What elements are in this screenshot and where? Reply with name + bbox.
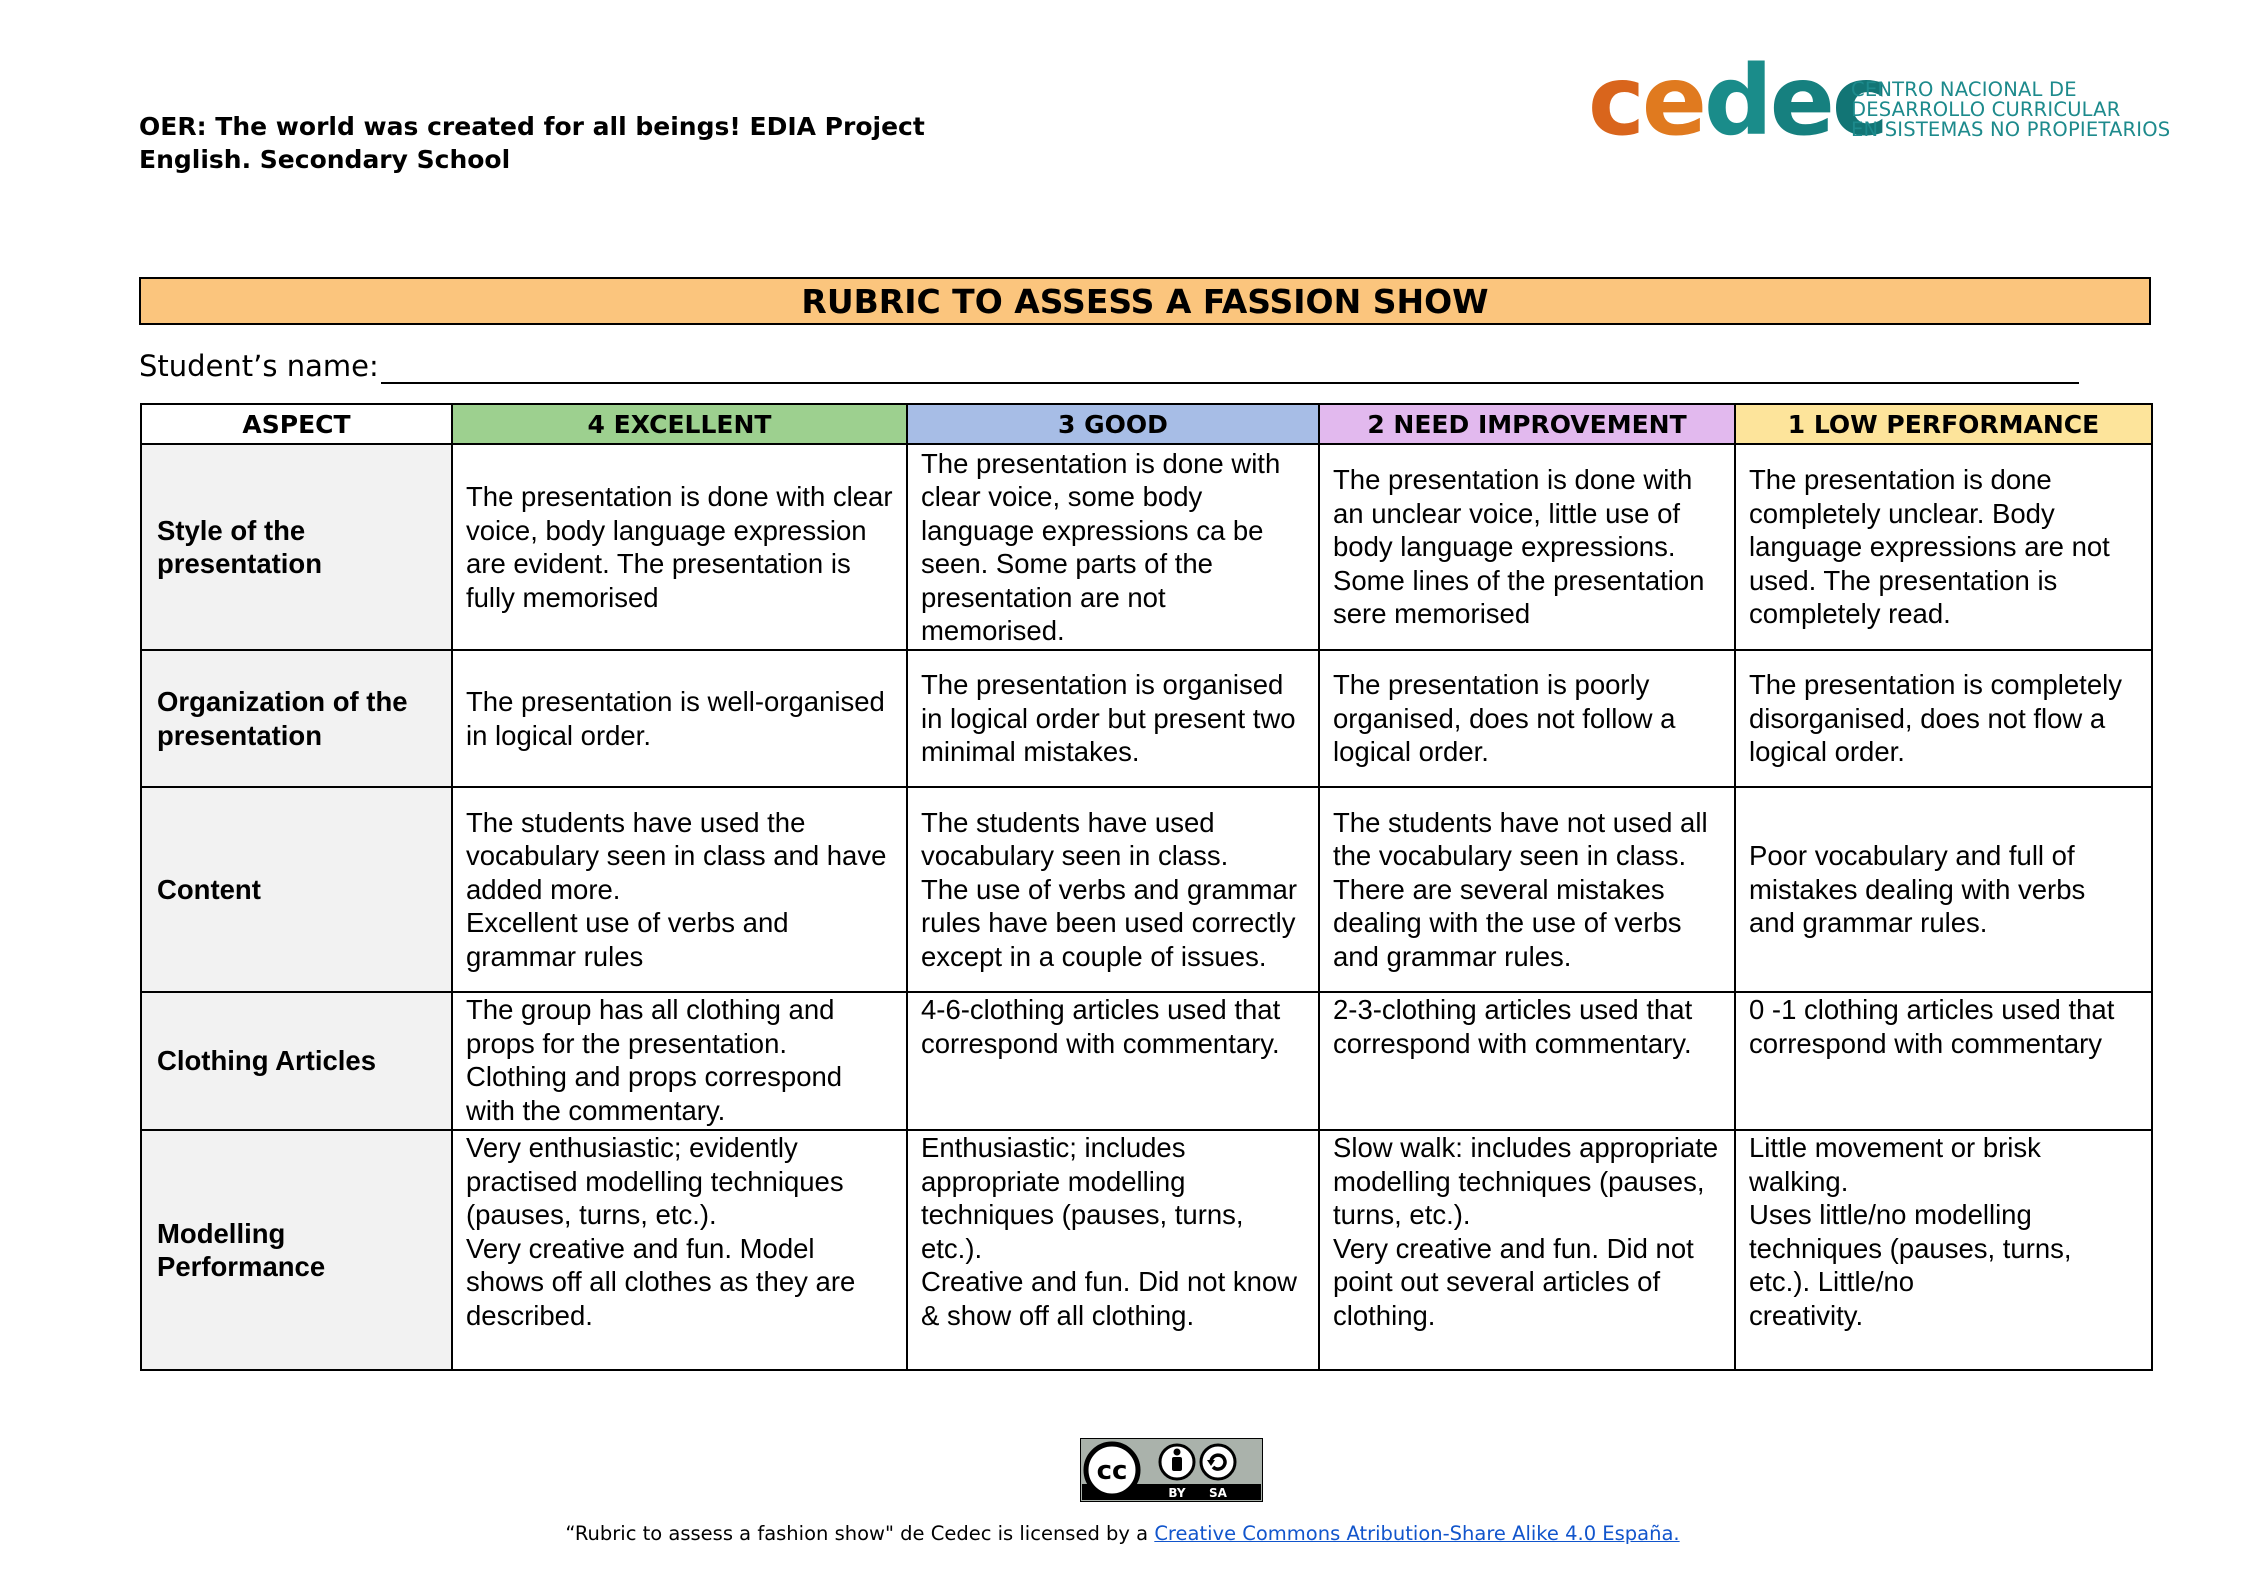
cedec-wordmark — [1588, 46, 1886, 156]
header-excellent: 4 EXCELLENT — [452, 404, 907, 444]
logo-sub-line: EN SISTEMAS NO PROPIETARIOS — [1851, 118, 2171, 141]
criteria-cell: The presentation is poorly organised, does not follow a logical order. — [1319, 650, 1735, 787]
license-text: “Rubric to assess a fashion show" de Cedec is licensed by a — [565, 1522, 1155, 1545]
rubric-title: RUBRIC TO ASSESS A FASSION SHOW — [139, 277, 2151, 325]
criteria-cell: The presentation is done with clear voice, some body language expressions ca be seen. Some parts of the presentation are not memorised. — [907, 444, 1319, 650]
criteria-cell: The presentation is done with clear voice, body language expression are evident. The presentation is fully memorised — [452, 444, 907, 650]
criteria-cell: The group has all clothing and props for the presentation. Clothing and props correspond with the commentary. — [452, 992, 907, 1130]
criteria-cell: 0 -1 clothing articles used that correspond with commentary — [1735, 992, 2152, 1130]
header-good: 3 GOOD — [907, 404, 1319, 444]
table-row — [141, 444, 2152, 650]
aspect-cell: Modelling Performance — [141, 1130, 452, 1370]
logo-letter: d — [1704, 45, 1770, 157]
table-row — [141, 787, 2152, 992]
header-project-line: OER: The world was created for all beings! EDIA Project — [139, 112, 925, 141]
by-label: BY — [1168, 1486, 1186, 1500]
student-name-row — [139, 348, 2079, 384]
logo-letter: e — [1641, 45, 1705, 157]
criteria-cell: Little movement or brisk walking. Uses little/no modelling techniques (pauses, turns, etc.). Little/no creativity. — [1735, 1130, 2152, 1370]
criteria-cell: The students have used vocabulary seen in class. The use of verbs and grammar rules have been used correctly except in a couple of issues. — [907, 787, 1319, 992]
license-footer — [0, 1522, 2245, 1545]
table-row — [141, 650, 2152, 787]
cedec-subtitle — [1851, 80, 2170, 140]
criteria-cell: Enthusiastic; includes appropriate modelling techniques (pauses, turns, etc.). Creative and fun. Did not know & show off all clothing. — [907, 1130, 1319, 1370]
sa-share-icon — [1201, 1445, 1235, 1479]
logo-sub-line: CENTRO NACIONAL DE — [1851, 78, 2077, 101]
table-row — [141, 992, 2152, 1130]
cc-letters: cc — [1096, 1456, 1128, 1486]
criteria-cell: The presentation is organised in logical order but present two minimal mistakes. — [907, 650, 1319, 787]
logo-letter: c — [1588, 45, 1642, 157]
logo-sub-line: DESARROLLO CURRICULAR — [1851, 98, 2121, 121]
rubric-table — [140, 403, 2153, 1371]
criteria-cell: The presentation is done with an unclear voice, little use of body language expressions. Some lines of the presentation sere memorised — [1319, 444, 1735, 650]
logo-letter: e — [1769, 45, 1832, 157]
criteria-cell: Very enthusiastic; evidently practised modelling techniques (pauses, turns, etc.). Very creative and fun. Model shows off all clothes as they are described. — [452, 1130, 907, 1370]
student-name-blank[interactable] — [381, 350, 2079, 384]
criteria-cell: The presentation is completely disorganised, does not flow a logical order. — [1735, 650, 2152, 787]
sa-label: SA — [1209, 1486, 1227, 1500]
license-link[interactable]: Creative Commons Atribution-Share Alike 4.0 España. — [1154, 1522, 1680, 1545]
criteria-cell: The presentation is done completely unclear. Body language expressions are not used. The presentation is completely read. — [1735, 444, 2152, 650]
header-row — [141, 404, 2152, 444]
header-aspect: ASPECT — [141, 404, 452, 444]
aspect-cell: Content — [141, 787, 452, 992]
criteria-cell: The students have not used all the vocabulary seen in class. There are several mistakes dealing with the use of verbs and grammar rules. — [1319, 787, 1735, 992]
criteria-cell: The students have used the vocabulary seen in class and have added more. Excellent use of verbs and grammar rules — [452, 787, 907, 992]
header-low-performance: 1 LOW PERFORMANCE — [1735, 404, 2152, 444]
header-need-improvement: 2 NEED IMPROVEMENT — [1319, 404, 1735, 444]
aspect-cell: Clothing Articles — [141, 992, 452, 1130]
criteria-cell: 2-3-clothing articles used that correspond with commentary. — [1319, 992, 1735, 1130]
criteria-cell: Poor vocabulary and full of mistakes dealing with verbs and grammar rules. — [1735, 787, 2152, 992]
cc-by-sa-badge[interactable] — [1080, 1438, 1263, 1502]
header-course-line: English. Secondary School — [139, 145, 511, 174]
criteria-cell: Slow walk: includes appropriate modelling techniques (pauses, turns, etc.). Very creative and fun. Did not point out several articles of clothing. — [1319, 1130, 1735, 1370]
document-header — [139, 110, 925, 176]
student-name-label: Student’s name: — [139, 349, 379, 383]
table-row — [141, 1130, 2152, 1370]
criteria-cell: 4-6-clothing articles used that correspond with commentary. — [907, 992, 1319, 1130]
aspect-cell: Style of the presentation — [141, 444, 452, 650]
criteria-cell: The presentation is well-organised in logical order. — [452, 650, 907, 787]
logo-letter: c — [1831, 45, 1886, 157]
aspect-cell: Organization of the presentation — [141, 650, 452, 787]
